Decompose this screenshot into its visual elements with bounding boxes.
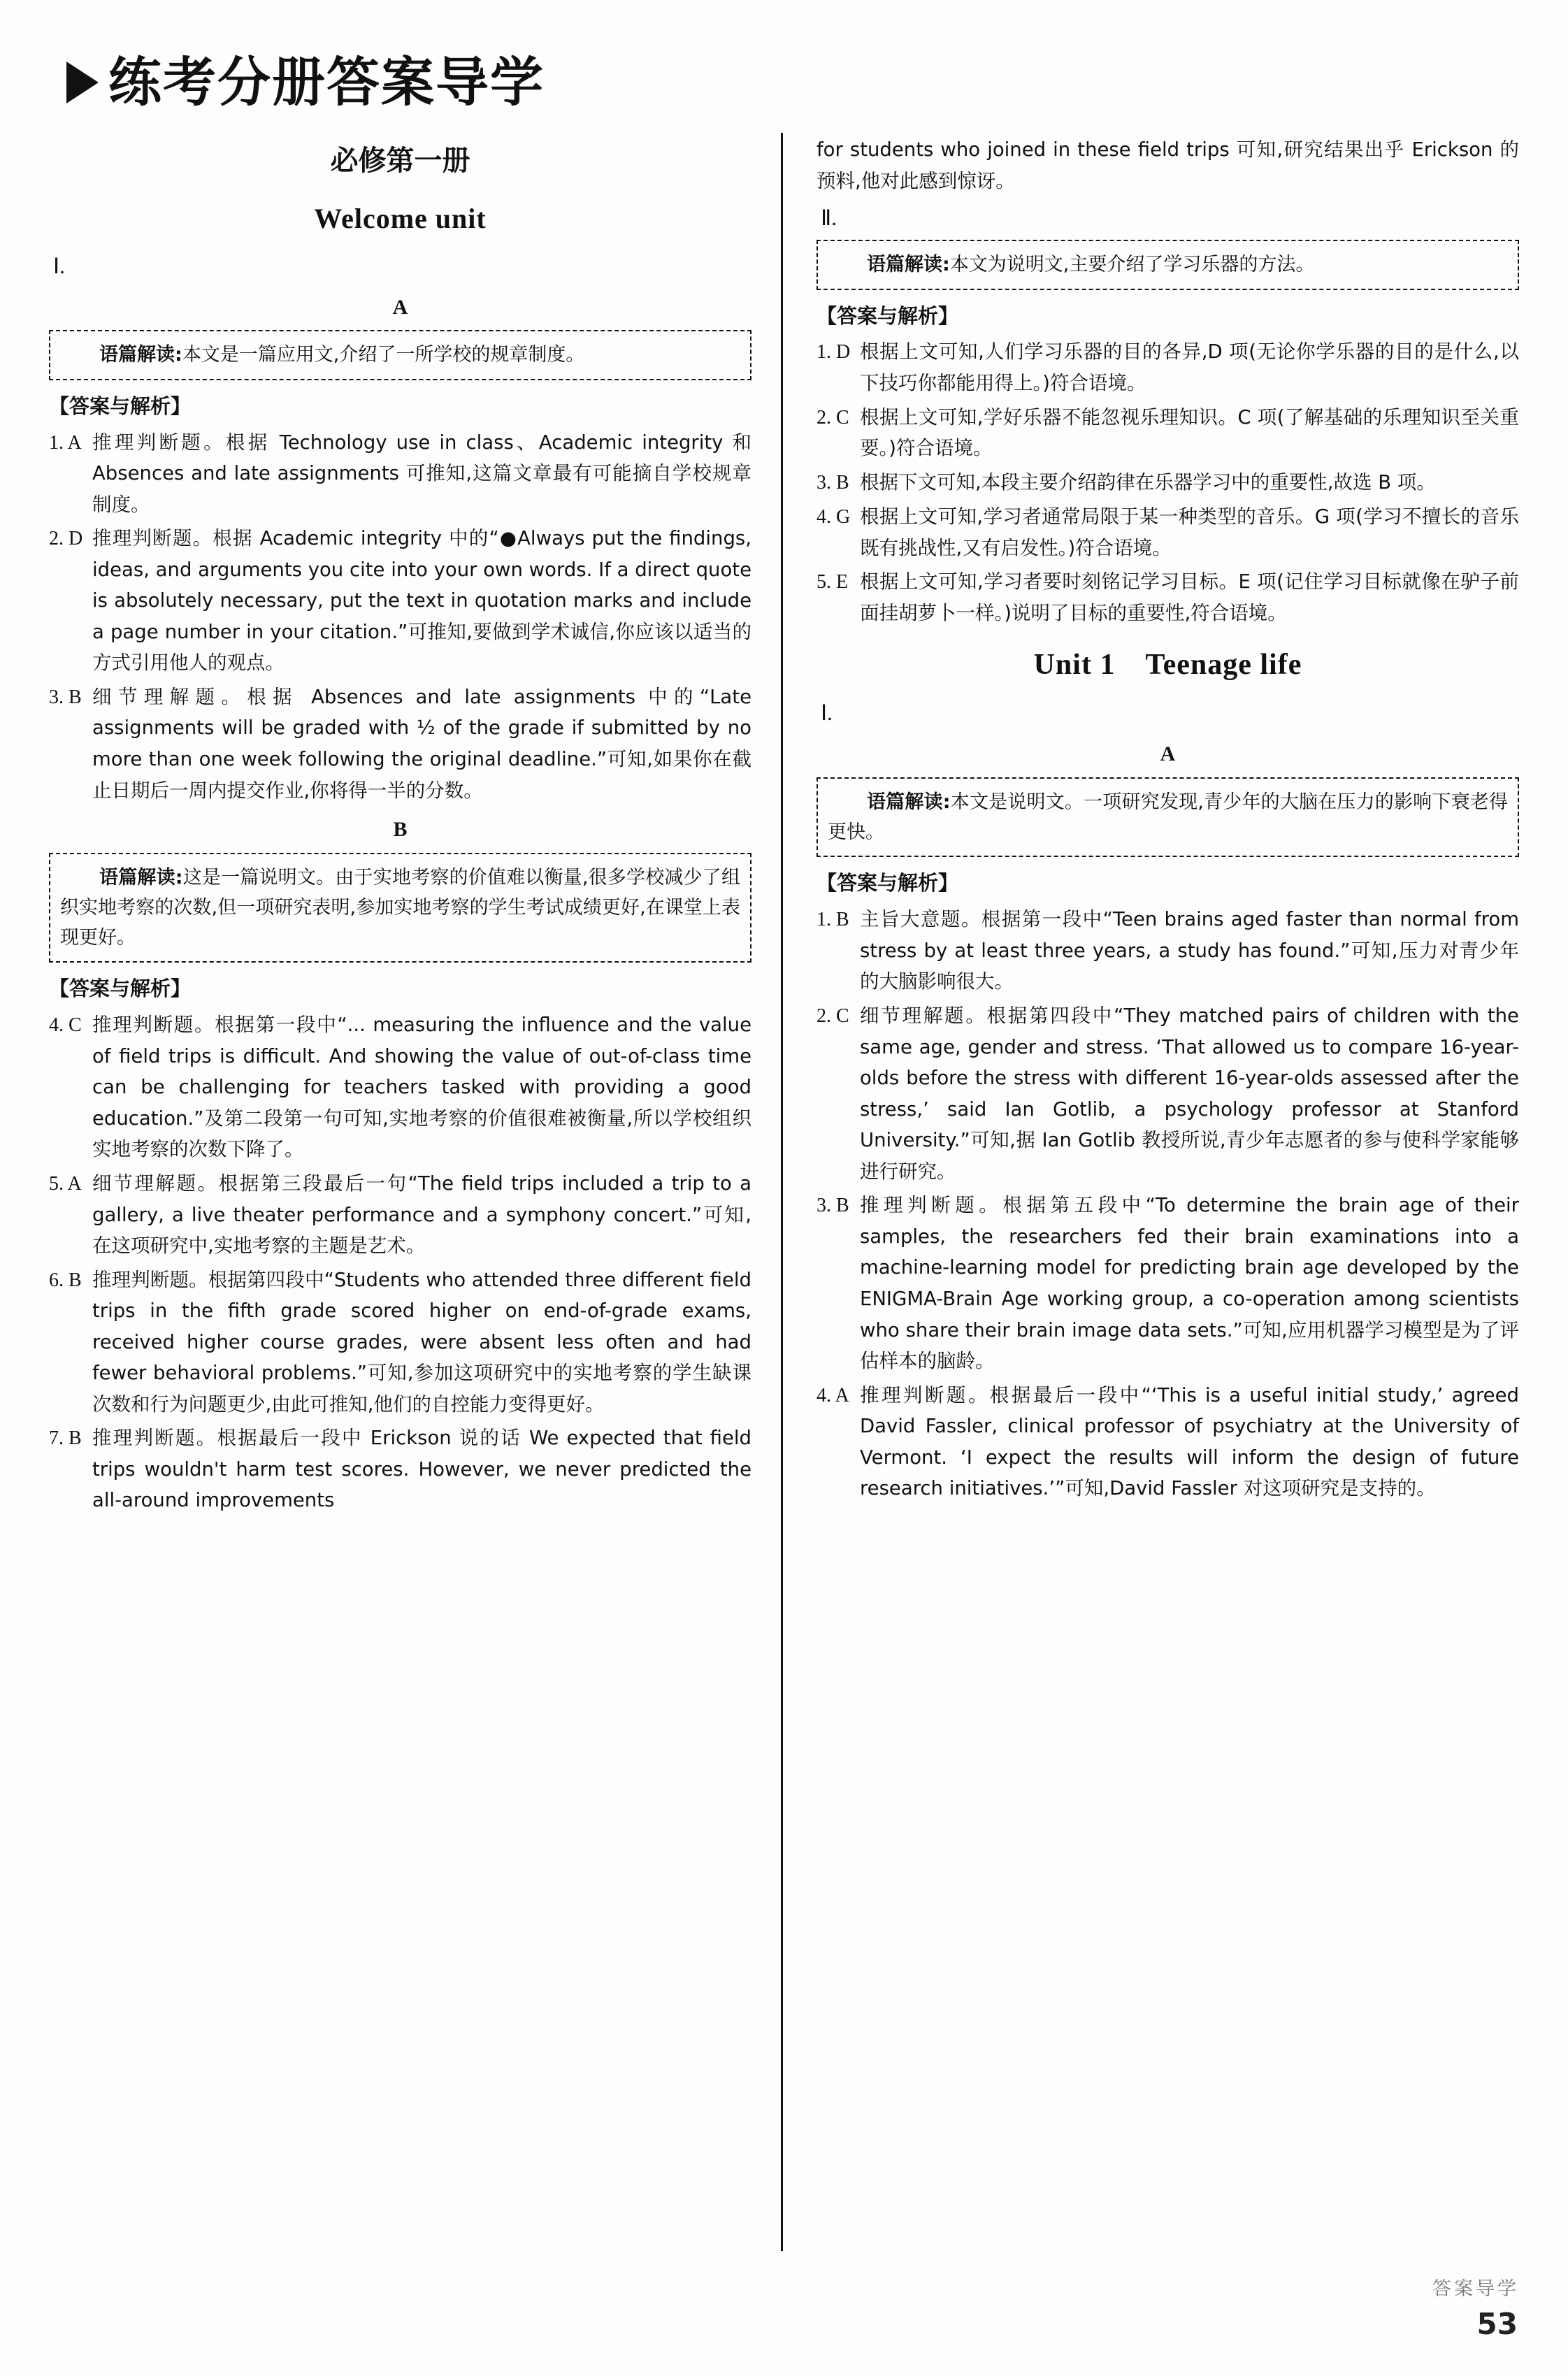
answer-item	[49, 1168, 751, 1262]
answer-item	[817, 566, 1519, 628]
analysis-label: 语篇解读:	[866, 254, 950, 276]
answer-text: 推理判断题。根据 Academic integrity 中的“●Always put the findings, ideas, and arguments you cite into your own words. If a direct quote is absolutely necessary, put the text in quotation marks and include a page number in your citation.”可推知,要做到学术诚信,你应该以适当的方式引用他人的观点。	[92, 527, 751, 675]
answers-heading: 【答案与解析】	[816, 303, 958, 328]
answer-number: 1. D	[816, 341, 851, 363]
section-marker-I: Ⅰ.	[53, 253, 65, 278]
section-marker-II: Ⅱ.	[820, 206, 837, 231]
answer-text: 推理判断题。根据 Technology use in class、Academic integrity 和 Absences and late assignments 可推知,这篇文章最有可能摘自学校规章制度。	[92, 431, 751, 516]
answer-item	[817, 1380, 1519, 1504]
passage-analysis-box-B	[49, 853, 751, 963]
answer-item	[817, 501, 1519, 563]
answer-number: 4. G	[816, 506, 851, 528]
two-column-body	[49, 133, 1519, 2293]
answer-item	[817, 467, 1519, 498]
answer-item	[49, 1265, 751, 1420]
analysis-label: 语篇解读:	[99, 344, 182, 366]
unit1-title: Unit 1 Teenage life	[1033, 649, 1302, 682]
answer-text: 根据上文可知,学习者通常局限于某一种类型的音乐。G 项(学习不擅长的音乐既有挑战性,又有启发性。)符合语境。	[859, 505, 1519, 559]
analysis-text: 本文是一篇应用文,介绍了一所学校的规章制度。	[182, 344, 585, 366]
section-marker-I: Ⅰ.	[820, 700, 833, 726]
answer-text: 推理判断题。根据最后一段中 Erickson 说的话 We expected that field trips wouldn't harm test scores. However, we never predicted the all-around improvements	[92, 1427, 751, 1512]
answer-text: 根据上文可知,学好乐器不能忽视乐理知识。C 项(了解基础的乐理知识至关重要。)符合语境。	[859, 405, 1519, 460]
right-column	[803, 133, 1519, 2293]
answer-number: 5. A	[49, 1172, 82, 1195]
answer-text: 根据上文可知,人们学习乐器的目的各异,D 项(无论你学乐器的目的是什么,以下技巧你都能用得上。)符合语境。	[859, 340, 1519, 395]
passage-analysis-box-II	[817, 240, 1519, 289]
answer-item	[49, 427, 751, 521]
footer-brand: 答案导学	[1432, 2278, 1519, 2300]
answer-item	[817, 402, 1519, 464]
analysis-text: 本文为说明文,主要介绍了学习乐器的方法。	[949, 254, 1315, 276]
answer-number: 1. A	[49, 431, 82, 454]
answers-heading: 【答案与解析】	[816, 871, 958, 895]
left-column	[49, 133, 781, 2293]
answers-heading: 【答案与解析】	[49, 977, 192, 1001]
answer-item	[817, 1000, 1519, 1187]
answer-number: 6. B	[49, 1269, 82, 1291]
page-number: 53	[1476, 2307, 1518, 2341]
welcome-unit-title: Welcome unit	[314, 202, 487, 234]
analysis-label: 语篇解读:	[99, 866, 183, 888]
passage-analysis-box-A	[49, 330, 751, 380]
answer-number: 4. C	[49, 1014, 82, 1037]
answer-text: 推理判断题。根据第一段中“... measuring the influence and the value of field trips is difficult. And showing the value of out-of-class time can be challenging for teachers tasked with providing a good education.”及第二段第一句可知,实地考察的价值很难被衡量,所以学校组织实地考察的次数下降了。	[92, 1014, 751, 1161]
answer-item	[49, 1009, 751, 1165]
page-title: 练考分册答案导学	[108, 51, 545, 113]
page-header	[66, 51, 1519, 113]
answer-number: 3. B	[816, 1195, 849, 1217]
analysis-text: 这是一篇说明文。由于实地考察的价值难以衡量,很多学校减少了组织实地考察的次数,但一项研究表明,参加实地考察的学生考试成绩更好,在课堂上表现更好。	[60, 866, 740, 949]
answer-number: 2. D	[49, 528, 83, 550]
passage-letter-A: A	[1160, 742, 1176, 766]
answer-item	[817, 904, 1519, 998]
answer-number: 2. C	[816, 1005, 849, 1028]
answer-item	[817, 1190, 1519, 1376]
analysis-text: 本文是说明文。一项研究发现,青少年的大脑在压力的影响下衰老得更快。	[827, 791, 1508, 844]
carryover-text: for students who joined in these field trips 可知,研究结果出乎 Erickson 的预料,他对此感到惊讶。	[816, 138, 1519, 192]
answer-item	[49, 523, 751, 679]
answer-text: 推理判断题。根据第四段中“Students who attended three different field trips in the fifth grade scored higher on end-of-grade exams, received higher course grades, were absent less often and had fewer behavioral problems.”可知,参加这项研究中的实地考察的学生缺课次数和行为问题更少,由此可推知,他们的自控能力变得更好。	[92, 1268, 751, 1416]
triangle-bullet-icon	[66, 62, 99, 103]
answer-number: 5. E	[816, 571, 849, 593]
answer-text: 细节理解题。根据第三段最后一句“The field trips included a trip to a gallery, a live theater performance and a symphony concert.”可知,在这项研究中,实地考察的主题是艺术。	[92, 1172, 751, 1258]
answer-text: 主旨大意题。根据第一段中“Teen brains aged faster than normal from stress by at least three years, a study has found.”可知,压力对青少年的大脑影响很大。	[859, 908, 1519, 993]
answer-text: 推理判断题。根据第五段中“To determine the brain age of their samples, the researchers fed their brain examinations into a machine-learning model for predicting brain age developed by the ENIGMA-Brain Age working group, a co-operation among scientists who share their brain image data sets.”可知,应用机器学习模型是为了评估样本的脑龄。	[859, 1194, 1519, 1373]
analysis-label: 语篇解读:	[866, 791, 951, 814]
answer-text: 根据下文可知,本段主要介绍韵律在乐器学习中的重要性,故选 B 项。	[859, 470, 1436, 494]
column-divider	[781, 133, 783, 2251]
answer-number: 3. B	[816, 471, 849, 494]
answer-number: 2. C	[816, 406, 849, 429]
answer-text: 细节理解题。根据第四段中“They matched pairs of children with the same age, gender and stress. ‘That allowed us to compare 16-year-olds before the stress with different 16-year-olds assessed after the stress,’ said Ian Gotlib, a psychology professor at Stanford University.”可知,据 Ian Gotlib 教授所说,青少年志愿者的参与使科学家能够进行研究。	[859, 1005, 1519, 1183]
passage-letter-B: B	[393, 818, 408, 842]
passage-analysis-box-unit1-A	[817, 777, 1519, 857]
answer-item	[49, 1423, 751, 1516]
answer-text: 细节理解题。根据 Absences and late assignments 中的“Late assignments will be graded with ½ of the grade if submitted by no more than one week following the original deadline.”可知,如果你在截止日期后一周内提交作业,你将得一半的分数。	[92, 685, 751, 802]
passage-letter-A: A	[392, 295, 408, 319]
answer-number: 7. B	[49, 1427, 82, 1450]
answer-number: 4. A	[816, 1384, 849, 1406]
answer-text: 推理判断题。根据最后一段中“‘This is a useful initial study,’ agreed David Fassler, clinical professor of psychiatry at the University of Vermont. ‘I expect the results will inform the design of future research initiatives.’”可知,David Fassler 对这项研究是支持的。	[859, 1383, 1519, 1500]
answer-number: 3. B	[49, 686, 82, 708]
answer-text: 根据上文可知,学习者要时刻铭记学习目标。E 项(记住学习目标就像在驴子前面挂胡萝卜一样。)说明了目标的重要性,符合语境。	[859, 570, 1519, 624]
book-title: 必修第一册	[330, 145, 470, 177]
answer-number: 1. B	[816, 909, 849, 931]
answer-item	[817, 336, 1519, 398]
answer-item	[49, 682, 751, 806]
answers-heading: 【答案与解析】	[49, 394, 192, 418]
